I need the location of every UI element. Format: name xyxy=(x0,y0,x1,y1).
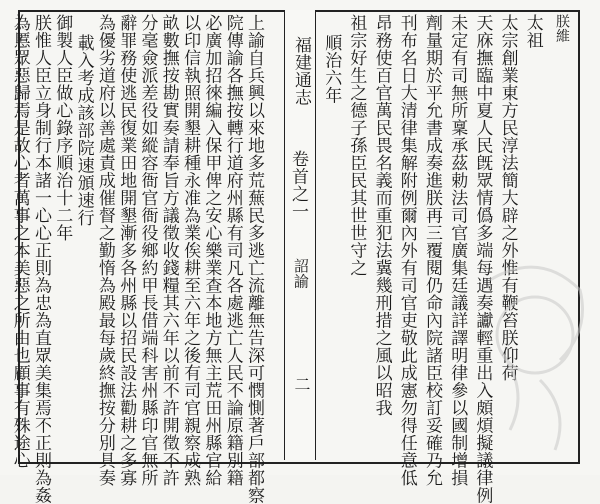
text-column-12: 必廣加招徠編入保甲俾之安心樂業查本地方無主荒田州縣官給 xyxy=(201,14,222,487)
gutter-page-number: 二 xyxy=(292,376,311,393)
text-column-19: 御製人臣做心錄序順治十二年 xyxy=(52,14,73,242)
text-column-1: 太祖 xyxy=(522,14,543,49)
text-column-18: 載入考成該部院速頒速行 xyxy=(73,34,94,227)
text-column-21: 為慝眾惡歸焉是故心者萬事之本美惡之所由也顧事有殊途心 xyxy=(9,14,30,469)
text-column-20: 朕惟人臣立身制行本諸一心心正則為忠為直眾美集焉不正則為姦 xyxy=(31,14,51,504)
text-column-3: 天庥撫臨中夏人民旣眾情僞多端每遇奏讞輕重出入頗煩擬議律例 xyxy=(472,14,493,504)
text-column-8: 祖宗好生之德子孫臣民其世世守之 xyxy=(346,14,367,277)
center-gutter xyxy=(284,10,316,460)
gutter-title: 福建通志 xyxy=(291,36,311,106)
text-column-16: 辭罪務使逃民復業田地開墾漸多各州縣以招民設法勸耕之多寡 xyxy=(116,14,137,487)
text-column-0: 朕維 xyxy=(554,14,570,43)
gutter-volume: 卷首之一 xyxy=(288,150,308,220)
text-column-9: 順治六年 xyxy=(321,34,342,104)
text-column-6: 刊布名日大清律集解附例爾內外有司官吏敬此成憲勿得任意低 xyxy=(396,14,417,487)
text-column-13: 以印信執照開墾耕種永准為業俟耕至六年之後有司官親察成熟 xyxy=(180,14,201,487)
text-column-15: 分毫僉派差役如縱容衙官衙役鄉約甲長借端科害州縣印官無所 xyxy=(137,14,158,487)
text-column-10: 上諭自兵興以來地多荒蕪民多逃亡流離無告深可憫惻著戶部都察 xyxy=(244,14,264,504)
text-column-4: 未定有司無所稟承茲勅法司官廣集廷議詳譯明律參以國制增損 xyxy=(447,14,468,487)
text-column-11: 院傳諭各撫按轉行道府州縣有司凡各處逃亡人民不論原籍別籍 xyxy=(222,14,243,487)
text-column-7: 昂務使百官萬民畏名義而重犯法冀幾刑措之風以昭我 xyxy=(371,14,392,417)
text-column-17: 為優劣道府以善處責成催督之勤惰為殿最每歲終撫按分別具奏 xyxy=(94,14,115,487)
text-column-14: 畝數撫按勘實奏請奉旨方議徵收錢糧其六年以前不許開徵不許 xyxy=(158,14,179,487)
text-column-5: 劑量期於平允書成奏進朕再三覆閱仍命內院諸臣校訂妥確乃允 xyxy=(422,14,442,487)
text-column-2: 太宗創業東方民淳法簡大辟之外惟有鞭笞朕仰荷 xyxy=(497,14,518,382)
gutter-section: 詔諭 xyxy=(292,258,310,289)
